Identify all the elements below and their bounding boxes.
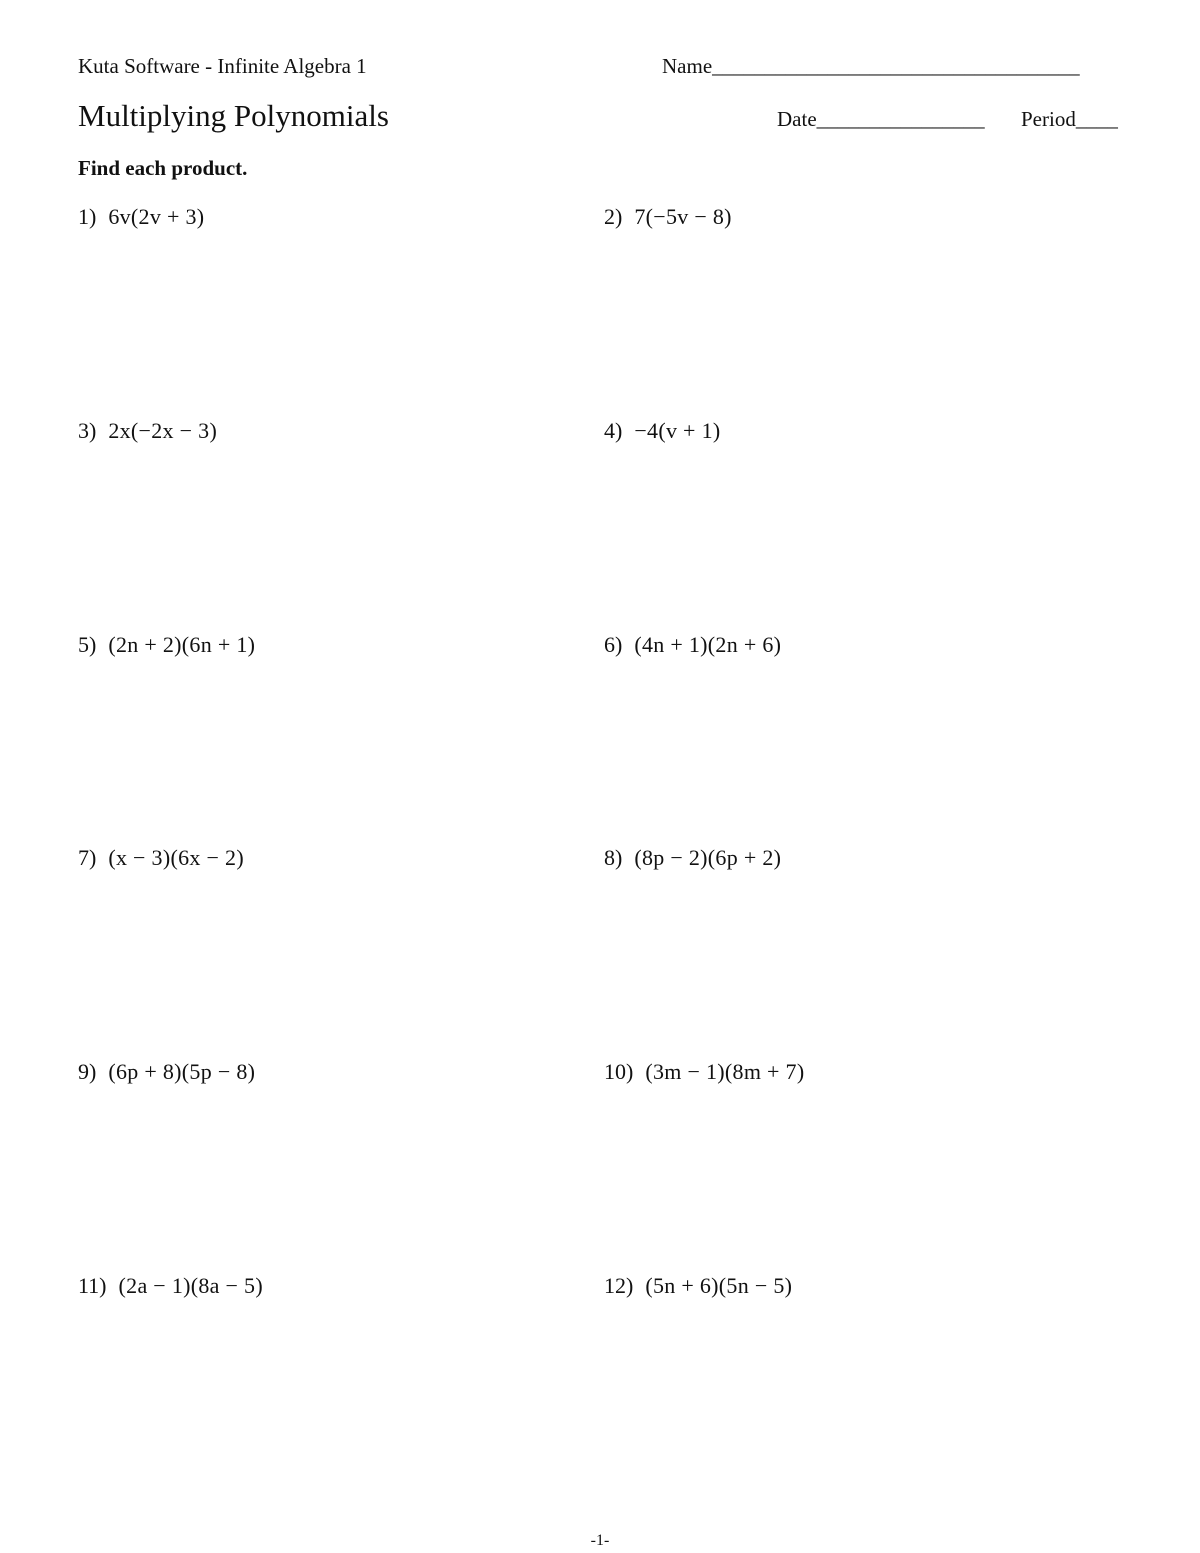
problem-11 <box>78 1273 263 1299</box>
problem-number: 12) <box>604 1273 634 1298</box>
problem-7 <box>78 845 244 871</box>
problem-expression: (4n + 1)(2n + 6) <box>634 632 782 657</box>
problem-3 <box>78 418 217 444</box>
problem-expression: 6v(2v + 3) <box>108 204 205 229</box>
publisher-line: Kuta Software - Infinite Algebra 1 <box>78 54 367 78</box>
problem-number: 9) <box>78 1059 97 1084</box>
problem-expression: (2n + 2)(6n + 1) <box>108 632 256 657</box>
problem-number: 1) <box>78 204 97 229</box>
problem-number: 6) <box>604 632 623 657</box>
problem-number: 2) <box>604 204 623 229</box>
problem-number: 3) <box>78 418 97 443</box>
period-field[interactable]: Period____ <box>1021 107 1118 131</box>
date-field[interactable]: Date________________ <box>777 107 985 131</box>
problem-2 <box>604 204 732 230</box>
problem-expression: 7(−5v − 8) <box>634 204 732 229</box>
problem-4 <box>604 418 721 444</box>
problem-expression: (6p + 8)(5p − 8) <box>108 1059 256 1084</box>
problem-number: 8) <box>604 845 623 870</box>
problem-expression: 2x(−2x − 3) <box>108 418 218 443</box>
problem-expression: −4(v + 1) <box>634 418 721 443</box>
problem-expression: (8p − 2)(6p + 2) <box>634 845 782 870</box>
problem-5 <box>78 632 255 658</box>
problem-expression: (3m − 1)(8m + 7) <box>645 1059 805 1084</box>
problem-number: 5) <box>78 632 97 657</box>
page-number: -1- <box>590 1532 610 1549</box>
problem-expression: (2a − 1)(8a − 5) <box>118 1273 263 1298</box>
problem-expression: (5n + 6)(5n − 5) <box>645 1273 793 1298</box>
problem-expression: (x − 3)(6x − 2) <box>108 845 244 870</box>
problem-12 <box>604 1273 792 1299</box>
worksheet-title: Multiplying Polynomials <box>78 98 389 133</box>
name-field[interactable]: Name___________________________________ <box>662 54 1080 78</box>
problem-number: 10) <box>604 1059 634 1084</box>
problem-number: 7) <box>78 845 97 870</box>
instructions: Find each product. <box>78 156 248 180</box>
problem-10 <box>604 1059 804 1085</box>
problem-6 <box>604 632 781 658</box>
problem-1 <box>78 204 204 230</box>
problem-9 <box>78 1059 255 1085</box>
problem-8 <box>604 845 781 871</box>
problem-number: 11) <box>78 1273 107 1298</box>
problem-number: 4) <box>604 418 623 443</box>
